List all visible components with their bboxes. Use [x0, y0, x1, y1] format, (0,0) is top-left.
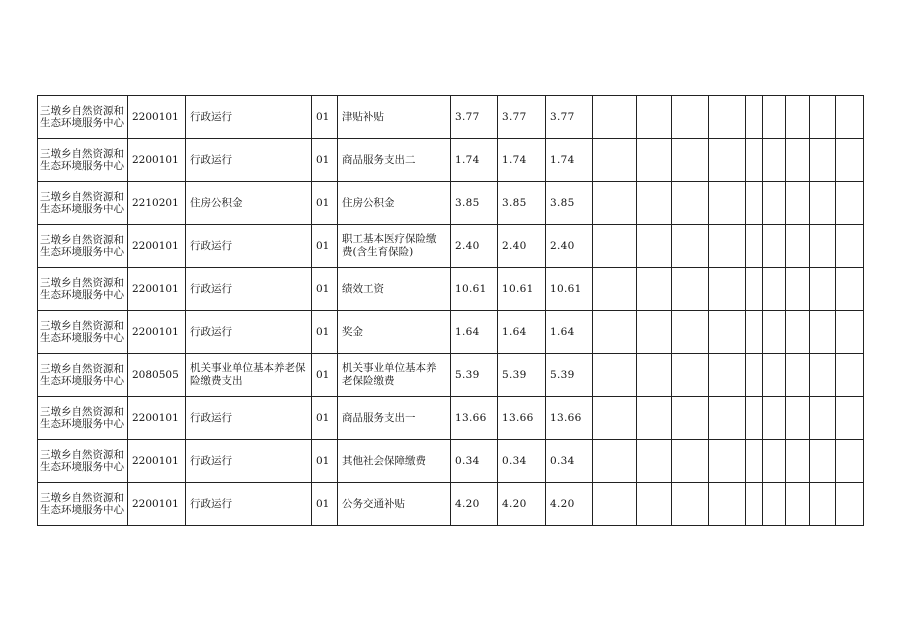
empty-cell	[709, 182, 746, 225]
function-code-cell: 2080505	[128, 354, 186, 397]
total-amount-cell: 4.20	[451, 483, 498, 526]
table-row	[38, 182, 864, 225]
empty-cell	[709, 268, 746, 311]
empty-cell	[709, 440, 746, 483]
function-name-cell: 机关事业单位基本养老保险缴费支出	[186, 354, 312, 397]
unit-name-cell: 三墩乡自然资源和生态环境服务中心	[38, 440, 128, 483]
table-row	[38, 354, 864, 397]
empty-cell	[746, 182, 763, 225]
function-code-cell: 2200101	[128, 397, 186, 440]
empty-cell	[637, 182, 672, 225]
empty-cell	[810, 96, 836, 139]
total-amount-cell: 3.77	[451, 96, 498, 139]
empty-cell	[836, 311, 864, 354]
empty-cell	[763, 139, 786, 182]
function-name-cell: 行政运行	[186, 139, 312, 182]
basic-amount-cell: 3.85	[546, 182, 593, 225]
empty-cell	[786, 397, 810, 440]
economic-name-cell: 商品服务支出二	[338, 139, 451, 182]
total-amount-cell: 13.66	[451, 397, 498, 440]
empty-cell	[593, 440, 637, 483]
economic-code-cell: 01	[312, 225, 338, 268]
empty-cell	[637, 311, 672, 354]
economic-code-cell: 01	[312, 311, 338, 354]
unit-name-cell: 三墩乡自然资源和生态环境服务中心	[38, 354, 128, 397]
economic-code-cell: 01	[312, 440, 338, 483]
function-name-cell: 行政运行	[186, 96, 312, 139]
economic-name-cell: 奖金	[338, 311, 451, 354]
empty-cell	[763, 397, 786, 440]
empty-cell	[836, 483, 864, 526]
empty-cell	[709, 139, 746, 182]
empty-cell	[786, 440, 810, 483]
subtotal-amount-cell: 3.85	[498, 182, 546, 225]
empty-cell	[786, 311, 810, 354]
empty-cell	[746, 483, 763, 526]
empty-cell	[763, 182, 786, 225]
function-name-cell: 行政运行	[186, 225, 312, 268]
economic-name-cell: 机关事业单位基本养老保险缴费	[338, 354, 451, 397]
empty-cell	[672, 139, 709, 182]
empty-cell	[746, 225, 763, 268]
basic-amount-cell: 13.66	[546, 397, 593, 440]
basic-amount-cell: 3.77	[546, 96, 593, 139]
economic-code-cell: 01	[312, 182, 338, 225]
unit-name-cell: 三墩乡自然资源和生态环境服务中心	[38, 311, 128, 354]
empty-cell	[709, 483, 746, 526]
empty-cell	[810, 397, 836, 440]
subtotal-amount-cell: 1.64	[498, 311, 546, 354]
economic-code-cell: 01	[312, 354, 338, 397]
empty-cell	[593, 182, 637, 225]
unit-name-cell: 三墩乡自然资源和生态环境服务中心	[38, 225, 128, 268]
function-code-cell: 2210201	[128, 182, 186, 225]
function-name-cell: 行政运行	[186, 311, 312, 354]
table-row	[38, 311, 864, 354]
empty-cell	[709, 96, 746, 139]
subtotal-amount-cell: 0.34	[498, 440, 546, 483]
empty-cell	[672, 397, 709, 440]
empty-cell	[637, 483, 672, 526]
economic-name-cell: 绩效工资	[338, 268, 451, 311]
empty-cell	[763, 268, 786, 311]
empty-cell	[836, 440, 864, 483]
empty-cell	[593, 397, 637, 440]
function-name-cell: 住房公积金	[186, 182, 312, 225]
empty-cell	[593, 354, 637, 397]
empty-cell	[836, 96, 864, 139]
empty-cell	[836, 182, 864, 225]
subtotal-amount-cell: 3.77	[498, 96, 546, 139]
table-row	[38, 268, 864, 311]
basic-amount-cell: 2.40	[546, 225, 593, 268]
empty-cell	[786, 354, 810, 397]
subtotal-amount-cell: 2.40	[498, 225, 546, 268]
empty-cell	[672, 483, 709, 526]
total-amount-cell: 1.74	[451, 139, 498, 182]
economic-name-cell: 其他社会保障缴费	[338, 440, 451, 483]
empty-cell	[836, 397, 864, 440]
economic-code-cell: 01	[312, 483, 338, 526]
total-amount-cell: 2.40	[451, 225, 498, 268]
empty-cell	[637, 268, 672, 311]
table-row	[38, 139, 864, 182]
empty-cell	[810, 440, 836, 483]
subtotal-amount-cell: 5.39	[498, 354, 546, 397]
basic-amount-cell: 4.20	[546, 483, 593, 526]
unit-name-cell: 三墩乡自然资源和生态环境服务中心	[38, 268, 128, 311]
empty-cell	[637, 225, 672, 268]
unit-name-cell: 三墩乡自然资源和生态环境服务中心	[38, 139, 128, 182]
total-amount-cell: 3.85	[451, 182, 498, 225]
unit-name-cell: 三墩乡自然资源和生态环境服务中心	[38, 96, 128, 139]
basic-amount-cell: 10.61	[546, 268, 593, 311]
economic-name-cell: 津贴补贴	[338, 96, 451, 139]
table-row	[38, 96, 864, 139]
subtotal-amount-cell: 13.66	[498, 397, 546, 440]
empty-cell	[786, 182, 810, 225]
empty-cell	[637, 397, 672, 440]
empty-cell	[672, 225, 709, 268]
empty-cell	[746, 440, 763, 483]
economic-name-cell: 商品服务支出一	[338, 397, 451, 440]
empty-cell	[810, 268, 836, 311]
empty-cell	[593, 483, 637, 526]
empty-cell	[836, 268, 864, 311]
empty-cell	[746, 139, 763, 182]
empty-cell	[810, 139, 836, 182]
total-amount-cell: 0.34	[451, 440, 498, 483]
basic-amount-cell: 0.34	[546, 440, 593, 483]
empty-cell	[593, 139, 637, 182]
empty-cell	[810, 311, 836, 354]
empty-cell	[763, 440, 786, 483]
empty-cell	[786, 225, 810, 268]
economic-code-cell: 01	[312, 139, 338, 182]
function-code-cell: 2200101	[128, 483, 186, 526]
empty-cell	[746, 268, 763, 311]
empty-cell	[672, 268, 709, 311]
empty-cell	[672, 440, 709, 483]
unit-name-cell: 三墩乡自然资源和生态环境服务中心	[38, 182, 128, 225]
empty-cell	[836, 354, 864, 397]
empty-cell	[709, 397, 746, 440]
table-row	[38, 483, 864, 526]
empty-cell	[709, 311, 746, 354]
empty-cell	[672, 182, 709, 225]
empty-cell	[786, 96, 810, 139]
function-code-cell: 2200101	[128, 440, 186, 483]
subtotal-amount-cell: 4.20	[498, 483, 546, 526]
basic-amount-cell: 1.74	[546, 139, 593, 182]
empty-cell	[763, 354, 786, 397]
total-amount-cell: 10.61	[451, 268, 498, 311]
function-name-cell: 行政运行	[186, 268, 312, 311]
empty-cell	[763, 225, 786, 268]
function-name-cell: 行政运行	[186, 397, 312, 440]
table-row	[38, 440, 864, 483]
empty-cell	[593, 225, 637, 268]
empty-cell	[637, 96, 672, 139]
empty-cell	[786, 139, 810, 182]
total-amount-cell: 5.39	[451, 354, 498, 397]
empty-cell	[637, 139, 672, 182]
table-row	[38, 397, 864, 440]
function-name-cell: 行政运行	[186, 483, 312, 526]
empty-cell	[810, 225, 836, 268]
basic-amount-cell: 5.39	[546, 354, 593, 397]
empty-cell	[593, 268, 637, 311]
empty-cell	[672, 311, 709, 354]
function-code-cell: 2200101	[128, 139, 186, 182]
empty-cell	[810, 182, 836, 225]
empty-cell	[810, 483, 836, 526]
empty-cell	[763, 483, 786, 526]
subtotal-amount-cell: 10.61	[498, 268, 546, 311]
economic-name-cell: 公务交通补贴	[338, 483, 451, 526]
empty-cell	[672, 354, 709, 397]
basic-amount-cell: 1.64	[546, 311, 593, 354]
empty-cell	[709, 225, 746, 268]
function-code-cell: 2200101	[128, 311, 186, 354]
empty-cell	[637, 354, 672, 397]
empty-cell	[593, 311, 637, 354]
function-code-cell: 2200101	[128, 268, 186, 311]
unit-name-cell: 三墩乡自然资源和生态环境服务中心	[38, 483, 128, 526]
empty-cell	[763, 96, 786, 139]
function-code-cell: 2200101	[128, 96, 186, 139]
economic-name-cell: 职工基本医疗保险缴费(含生育保险)	[338, 225, 451, 268]
empty-cell	[637, 440, 672, 483]
economic-name-cell: 住房公积金	[338, 182, 451, 225]
empty-cell	[836, 139, 864, 182]
economic-code-cell: 01	[312, 397, 338, 440]
empty-cell	[746, 354, 763, 397]
budget-table	[37, 95, 864, 526]
function-code-cell: 2200101	[128, 225, 186, 268]
empty-cell	[672, 96, 709, 139]
empty-cell	[746, 397, 763, 440]
unit-name-cell: 三墩乡自然资源和生态环境服务中心	[38, 397, 128, 440]
function-name-cell: 行政运行	[186, 440, 312, 483]
empty-cell	[746, 96, 763, 139]
empty-cell	[763, 311, 786, 354]
table-row	[38, 225, 864, 268]
empty-cell	[836, 225, 864, 268]
subtotal-amount-cell: 1.74	[498, 139, 546, 182]
total-amount-cell: 1.64	[451, 311, 498, 354]
empty-cell	[593, 96, 637, 139]
empty-cell	[786, 483, 810, 526]
economic-code-cell: 01	[312, 268, 338, 311]
empty-cell	[709, 354, 746, 397]
empty-cell	[786, 268, 810, 311]
economic-code-cell: 01	[312, 96, 338, 139]
empty-cell	[810, 354, 836, 397]
empty-cell	[746, 311, 763, 354]
